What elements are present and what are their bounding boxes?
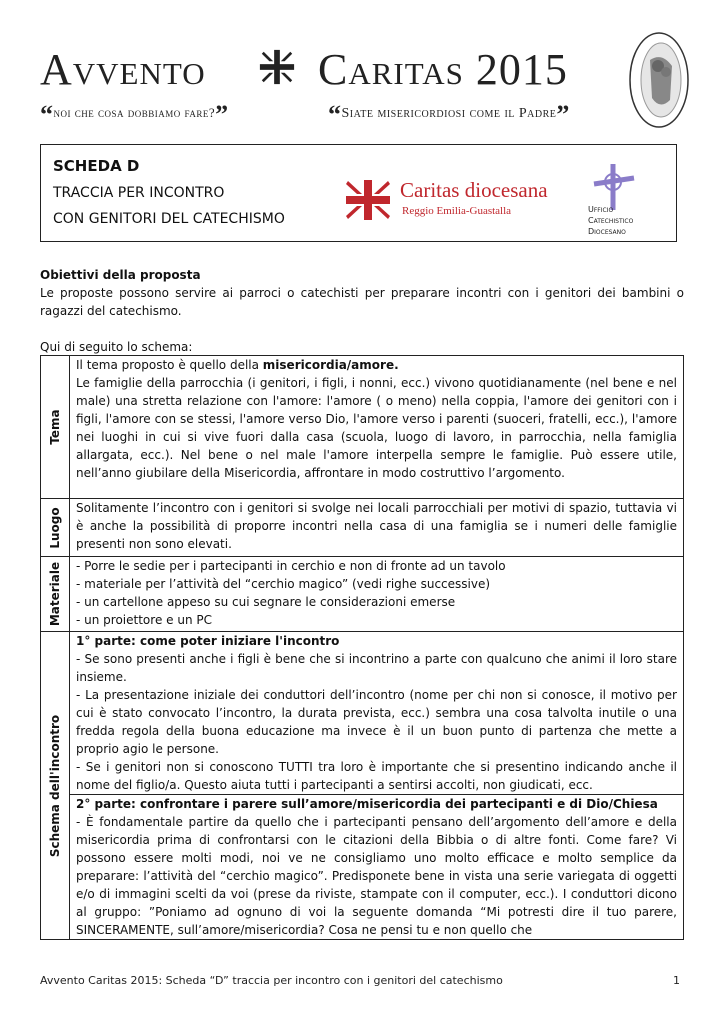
list-item: - Porre le sedie per i partecipanti in cerchio e non di fronte ad un tavolo — [76, 559, 506, 573]
page-number: 1 — [673, 974, 680, 987]
row-label-cell — [41, 499, 70, 557]
row-label-luogo: Luogo — [48, 506, 62, 549]
caritas-diocesana-logo — [344, 178, 574, 228]
list-item: - un proiettore e un PC — [76, 613, 212, 627]
materiale-content — [70, 557, 684, 632]
scheda-subtitle-2: CON GENITORI DEL CATECHISMO — [53, 211, 285, 227]
list-item: - materiale per l’attività del “cerchio magico” (vedi righe successive) — [76, 577, 491, 591]
ufficio-line-3: Diocesano — [588, 227, 626, 236]
ufficio-line-2: Catechistico — [588, 216, 634, 225]
table-row-tema — [41, 356, 684, 499]
page-footer — [40, 974, 684, 987]
row-label-tema: Tema — [48, 409, 62, 445]
table-row-materiale — [41, 557, 684, 632]
schema-part1-content — [70, 632, 684, 795]
row-label-cell — [41, 356, 70, 499]
caritas-subtitle: Reggio Emilia-Guastalla — [402, 205, 512, 217]
list-item: - Se i genitori non si conoscono TUTTI tra loro è importante che si presentino indicando anche il nome del figlio/a. Questo aiuta tutti i partecipanti a sentirsi accolti, non giudicati, ecc. — [76, 760, 677, 792]
luogo-content: Solitamente l’incontro con i genitori si svolge nei locali parrocchiali per motivi di spazio, tuttavia vi è anche la possibilità di proporre incontri nella casa di una famiglia se i numeri delle famiglie presenti non sono elevati. — [70, 499, 684, 557]
row-label-materiale: Materiale — [48, 561, 62, 627]
schema-part2-text: - È fondamentale partire da quello che i partecipanti pensano dell’argomento dell’amore e della misericordia prima di confrontarsi con le citazioni della Bibbia o di altre fonti. Come fare? Vi possono essere molti modi, noi ve ne consigliamo uno molto efficace e molto semplice da preparare: l’attività del “cerchio magico”. Predisponete bene in vista una serie variegata di oggetti e/o di immagini scelti da voi (prese da riviste, stampate con il computer, ecc.). I conduttori dicono al gruppo: ”Poniamo ad ognuno di voi la seguente domanda “Mi potresti dire il tuo parere, SINCERAMENTE, sull’amore/misericordia? Cosa ne pensi tu e non quello che — [76, 815, 677, 937]
obiettivi-text: Le proposte possono servire ai parroci o catechisti per preparare incontri con i genitori dei bambini o ragazzi del catechismo. — [40, 286, 684, 318]
schema-intro: Qui di seguito lo schema: — [40, 340, 193, 354]
table-row-luogo — [41, 499, 684, 557]
schema-part2-content — [70, 795, 684, 940]
obiettivi-heading: Obiettivi della proposta — [40, 268, 201, 282]
schema-table — [40, 355, 684, 940]
schema-part1-title: 1° parte: come poter iniziare l'incontro — [76, 634, 340, 648]
list-item: - La presentazione iniziale dei conduttori dell’incontro (nome per chi non si conosce, il motivo per cui è stato convocato l’incontro, la durata prevista, ecc.) sembra una cosa talvolta inutile o una fredda regola della buona educazione ma invece è il un buon punto di partenza che mette a proprio agio le persone. — [76, 688, 677, 756]
tema-p1: Il tema proposto è quello della misericordia/amore. — [76, 358, 399, 372]
list-item: - un cartellone appeso su cui segnare le considerazioni emerse — [76, 595, 456, 609]
header-title-avvento: Avvento — [40, 45, 206, 94]
scheda-subtitle-1: TRACCIA PER INCONTRO — [53, 185, 225, 201]
table-row-schema-1 — [41, 632, 684, 795]
schema-part2-title: 2° parte: confrontare i parere sull’amore/misericordia dei partecipanti e di Dio/Chiesa — [76, 797, 658, 811]
header-quote-right: “Siate misericordiosi come il Padre” — [328, 100, 570, 129]
footer-text: Avvento Caritas 2015: Scheda “D” traccia per incontro con i genitori del catechismo — [40, 974, 503, 987]
ufficio-line-1: Ufficio — [588, 205, 614, 214]
row-label-cell — [41, 557, 70, 632]
row-label-cell — [41, 632, 70, 940]
table-row-schema-2 — [41, 795, 684, 940]
ufficio-catechistico-logo — [582, 160, 662, 240]
caritas-cross-icon — [258, 48, 296, 86]
caritas-red-cross-icon — [344, 178, 392, 222]
scheda-title: SCHEDA D — [53, 157, 140, 175]
jubilee-mercy-logo — [628, 30, 690, 130]
tema-content — [70, 356, 684, 499]
caritas-name: Caritas diocesana — [400, 178, 548, 202]
tema-p2: Le famiglie della parrocchia (i genitori, i figli, i nonni, ecc.) vivono quotidianamente (nel bene e nel male) una stretta relazione con l'amore: l'amore ( o meno) nella coppia, l'amore dei genitori con i figli, l'amore con se stessi, l'amore verso Dio, l'amore verso i parenti (suoceri, fratelli, ecc.), l'amore nei luoghi in cui si vive fuori dalla casa (scuola, luogo di lavoro, in parrocchia, nella famiglia allargata, ecc.). Nel bene o nel male l'amore interpella sempre le famiglie. Può essere utile, nell’anno giubilare della Misericordia, affrontare in modo costruttivo l’argomento. — [76, 376, 677, 480]
list-item: - Se sono presenti anche i figli è bene che si incontrino a parte con qualcuno che animi il loro stare insieme. — [76, 652, 677, 684]
row-label-schema: Schema dell'incontro — [48, 714, 62, 857]
header-quote-left: “noi che cosa dobbiamo fare?” — [40, 100, 229, 129]
header-title-caritas-2015: Caritas 2015 — [318, 45, 568, 94]
